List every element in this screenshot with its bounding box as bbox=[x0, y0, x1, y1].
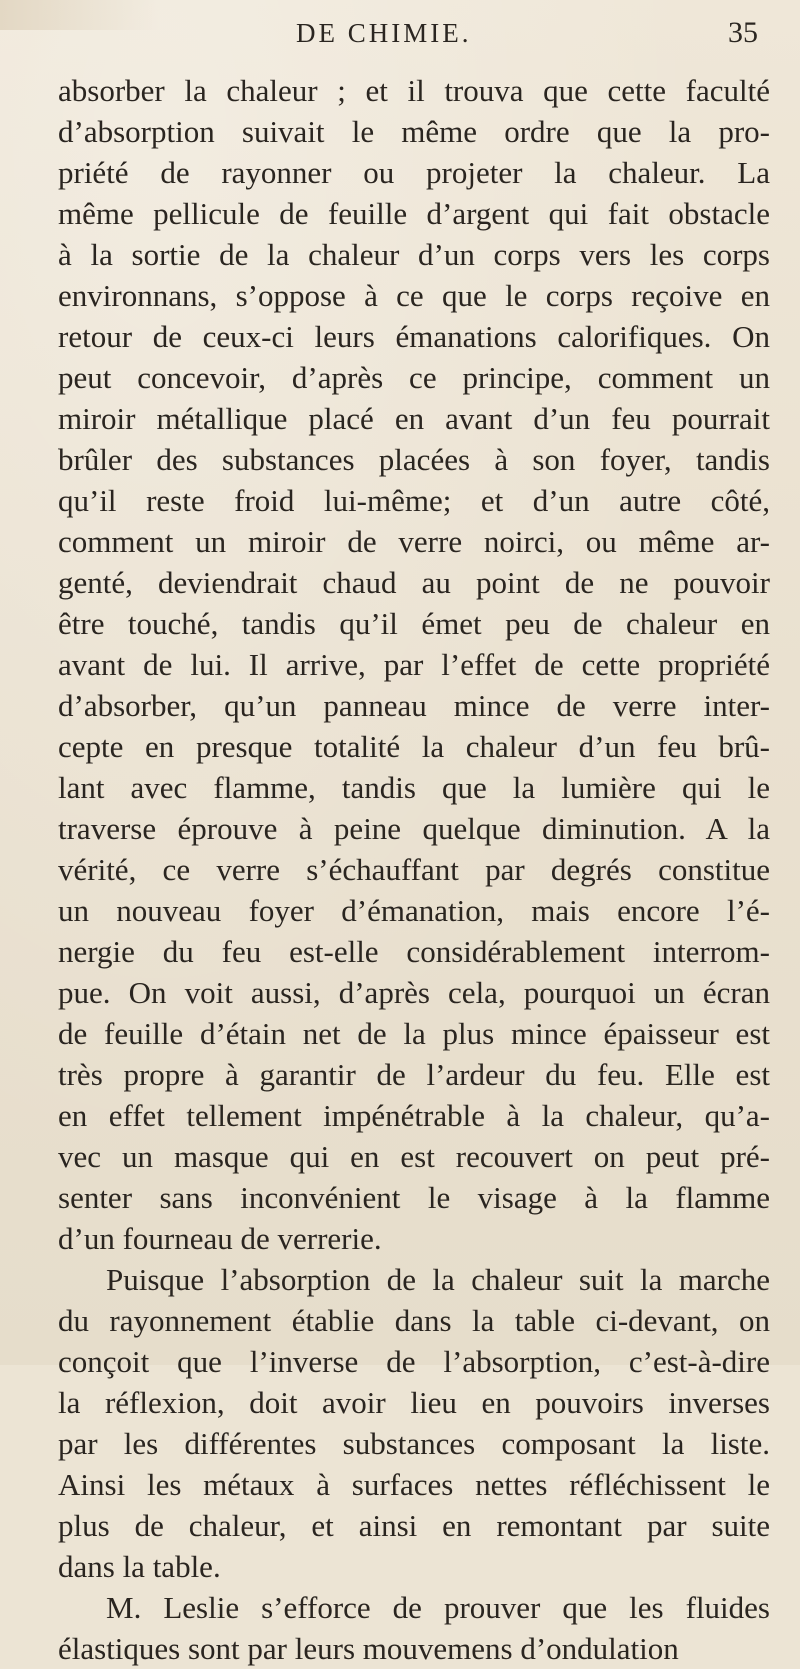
text-line: cepte en presque totalité la chaleur d’un feu brû- bbox=[58, 729, 770, 764]
text-line: absorber la chaleur ; et il trouva que cette faculté bbox=[58, 73, 770, 108]
text-line: genté, deviendrait chaud au point de ne pouvoir bbox=[58, 565, 770, 600]
text-line: M. Leslie s’efforce de prouver que les fluides bbox=[106, 1590, 770, 1625]
text-line: à la sortie de la chaleur d’un corps vers les corps bbox=[58, 237, 770, 272]
text-line: même pellicule de feuille d’argent qui fait obstacle bbox=[58, 196, 770, 231]
text-line: traverse éprouve à peine quelque diminution. A la bbox=[58, 811, 770, 846]
text-line: plus de chaleur, et ainsi en remontant par suite bbox=[58, 1508, 770, 1543]
page-number: 35 bbox=[728, 16, 758, 49]
text-line: qu’il reste froid lui-même; et d’un autre côté, bbox=[58, 483, 770, 518]
text-line: la réflexion, doit avoir lieu en pouvoirs inverses bbox=[58, 1385, 770, 1420]
text-line: vérité, ce verre s’échauffant par degrés constitue bbox=[58, 852, 770, 887]
running-head bbox=[0, 14, 800, 58]
text-line: comment un miroir de verre noirci, ou même ar- bbox=[58, 524, 770, 559]
text-line: être touché, tandis qu’il émet peu de chaleur en bbox=[58, 606, 770, 641]
text-line: très propre à garantir de l’ardeur du feu. Elle est bbox=[58, 1057, 770, 1092]
text-line: peut concevoir, d’après ce principe, comment un bbox=[58, 360, 770, 395]
text-line: d’absorber, qu’un panneau mince de verre inter- bbox=[58, 688, 770, 723]
body-text bbox=[58, 70, 770, 1669]
text-line: un nouveau foyer d’émanation, mais encore l’é- bbox=[58, 893, 770, 928]
running-head-title: DE CHIMIE. bbox=[296, 18, 472, 48]
text-line: conçoit que l’inverse de l’absorption, c’est-à-dire bbox=[58, 1344, 770, 1379]
text-line: dans la table. bbox=[58, 1549, 221, 1584]
text-line: par les différentes substances composant la liste. bbox=[58, 1426, 770, 1461]
text-line: d’absorption suivait le même ordre que la pro- bbox=[58, 114, 770, 149]
text-line: miroir métallique placé en avant d’un feu pourrait bbox=[58, 401, 770, 436]
text-line: avant de lui. Il arrive, par l’effet de cette propriété bbox=[58, 647, 770, 682]
text-line: nergie du feu est-elle considérablement interrom- bbox=[58, 934, 770, 969]
text-line: du rayonnement établie dans la table ci-devant, on bbox=[58, 1303, 770, 1338]
text-line: en effet tellement impénétrable à la chaleur, qu’a- bbox=[58, 1098, 770, 1133]
text-line: pue. On voit aussi, d’après cela, pourquoi un écran bbox=[58, 975, 770, 1010]
text-line: senter sans inconvénient le visage à la flamme bbox=[58, 1180, 770, 1215]
text-line: de feuille d’étain net de la plus mince épaisseur est bbox=[58, 1016, 770, 1051]
text-line: environnans, s’oppose à ce que le corps reçoive en bbox=[58, 278, 770, 313]
text-line: brûler des substances placées à son foyer, tandis bbox=[58, 442, 770, 477]
text-line: élastiques sont par leurs mouvemens d’ondulation bbox=[58, 1631, 679, 1666]
text-line: Puisque l’absorption de la chaleur suit la marche bbox=[106, 1262, 770, 1297]
text-line: vec un masque qui en est recouvert on peut pré- bbox=[58, 1139, 770, 1174]
text-line: lant avec flamme, tandis que la lumière qui le bbox=[58, 770, 770, 805]
text-line: priété de rayonner ou projeter la chaleur. La bbox=[58, 155, 770, 190]
text-line: d’un fourneau de verrerie. bbox=[58, 1221, 382, 1256]
text-line: Ainsi les métaux à surfaces nettes réfléchissent le bbox=[58, 1467, 770, 1502]
text-line: retour de ceux-ci leurs émanations calorifiques. On bbox=[58, 319, 770, 354]
